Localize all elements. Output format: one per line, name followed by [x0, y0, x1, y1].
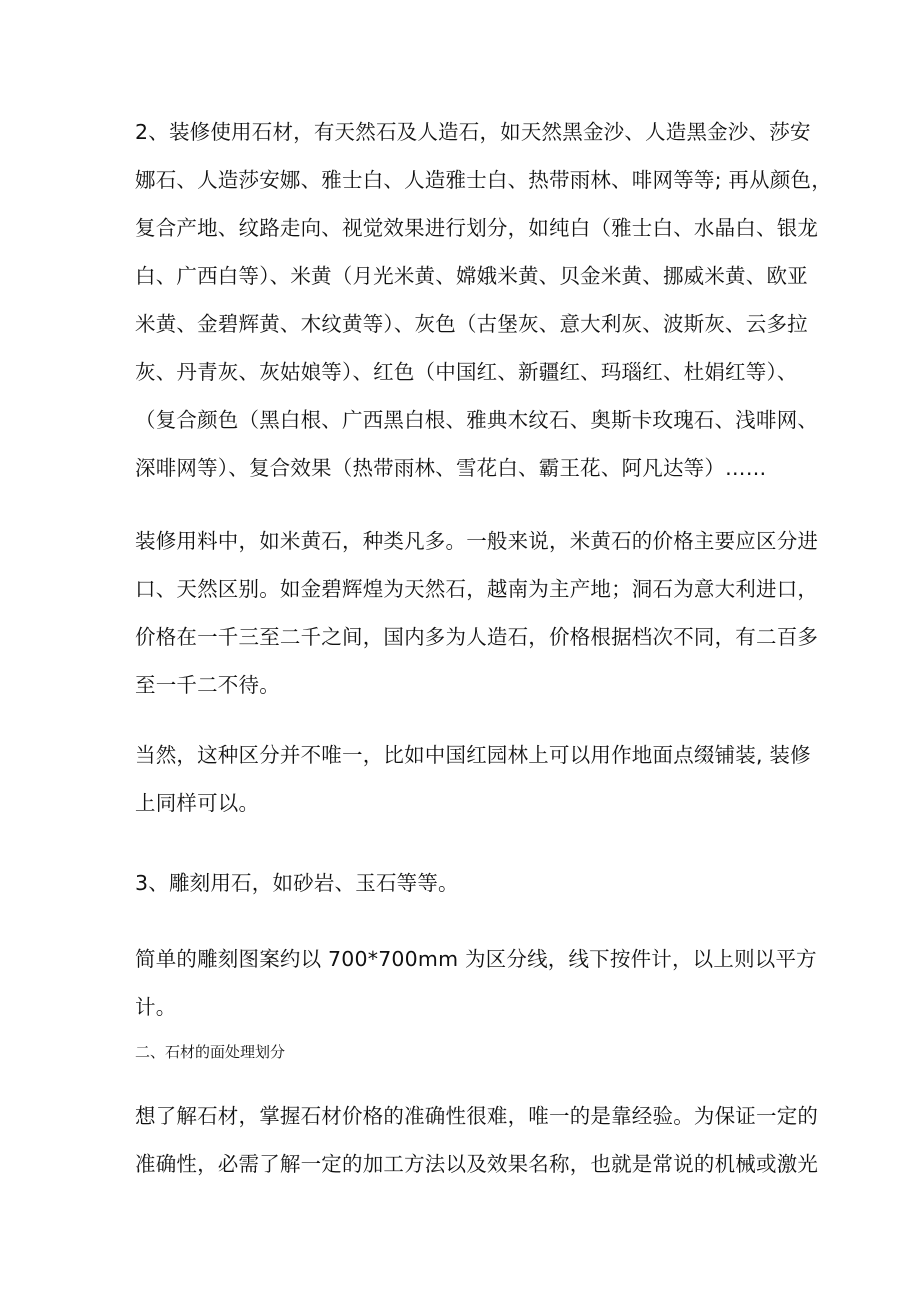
text-line: 当然，这种区分并不唯一，比如中国红园林上可以用作地面点缀铺装, 装修 [135, 743, 811, 767]
text-line: 准确性，必需了解一定的加工方法以及效果名称，也就是常说的机械或激光 [135, 1152, 819, 1176]
text-line: 米黄、金碧辉黄、木纹黄等）、灰色（古堡灰、意大利灰、波斯灰、云多拉 [135, 312, 808, 336]
text-line: 至一千二不待。 [135, 673, 280, 697]
text-line: 简单的雕刻图案约以 700*700mm 为区分线，线下按件计，以上则以平方 [135, 947, 817, 971]
text-line: 深啡网等）、复合效果（热带雨林、雪花白、霸王花、阿凡达等）…… [135, 456, 767, 480]
paragraph-china-red [135, 731, 811, 827]
text-line: 口、天然区别。如金碧辉煌为天然石，越南为主产地；洞石为意大利进口， [135, 577, 819, 601]
text-line: 想了解石材，掌握石材价格的准确性很难，唯一的是靠经验。为保证一定的 [135, 1104, 819, 1128]
paragraph-stone-types [135, 108, 832, 492]
text-line: 白、广西白等）、米黄（月光米黄、嫦娥米黄、贝金米黄、挪威米黄、欧亚 [135, 264, 808, 288]
text-line: 娜石、人造莎安娜、雅士白、人造雅士白、热带雨林、啡网等等; 再从颜色， [135, 168, 832, 192]
paragraph-carving-pricing [135, 935, 817, 1031]
text-line: 装修用料中，如米黄石，种类凡多。一般来说，米黄石的价格主要应区分进 [135, 529, 819, 553]
text-line: 价格在一千三至二千之间，国内多为人造石，价格根据档次不同，有二百多 [135, 625, 819, 649]
text-line: 复合产地、纹路走向、视觉效果进行划分，如纯白（雅士白、水晶白、银龙 [135, 216, 819, 240]
text-line: 计。 [135, 995, 177, 1019]
paragraph-beige-stone [135, 517, 819, 709]
text-line: （复合颜色（黑白根、广西黑白根、雅典木纹石、奥斯卡玫瑰石、浅啡网、 [135, 408, 819, 432]
text-line: 灰、丹青灰、灰姑娘等）、红色（中国红、新疆红、玛瑙红、杜娟红等）、 [135, 360, 798, 384]
text-line: 2、装修使用石材，有天然石及人造石，如天然黑金沙、人造黑金沙、莎安 [135, 120, 811, 144]
paragraph-surface-treatment [135, 1092, 819, 1188]
text-line: 上同样可以。 [135, 791, 260, 815]
paragraph-carving-stone [135, 859, 795, 907]
section-heading: 二、石材的面处理划分 [135, 1043, 286, 1061]
text-line: 3、雕刻用石，如砂岩、玉石等等。 [135, 871, 459, 895]
